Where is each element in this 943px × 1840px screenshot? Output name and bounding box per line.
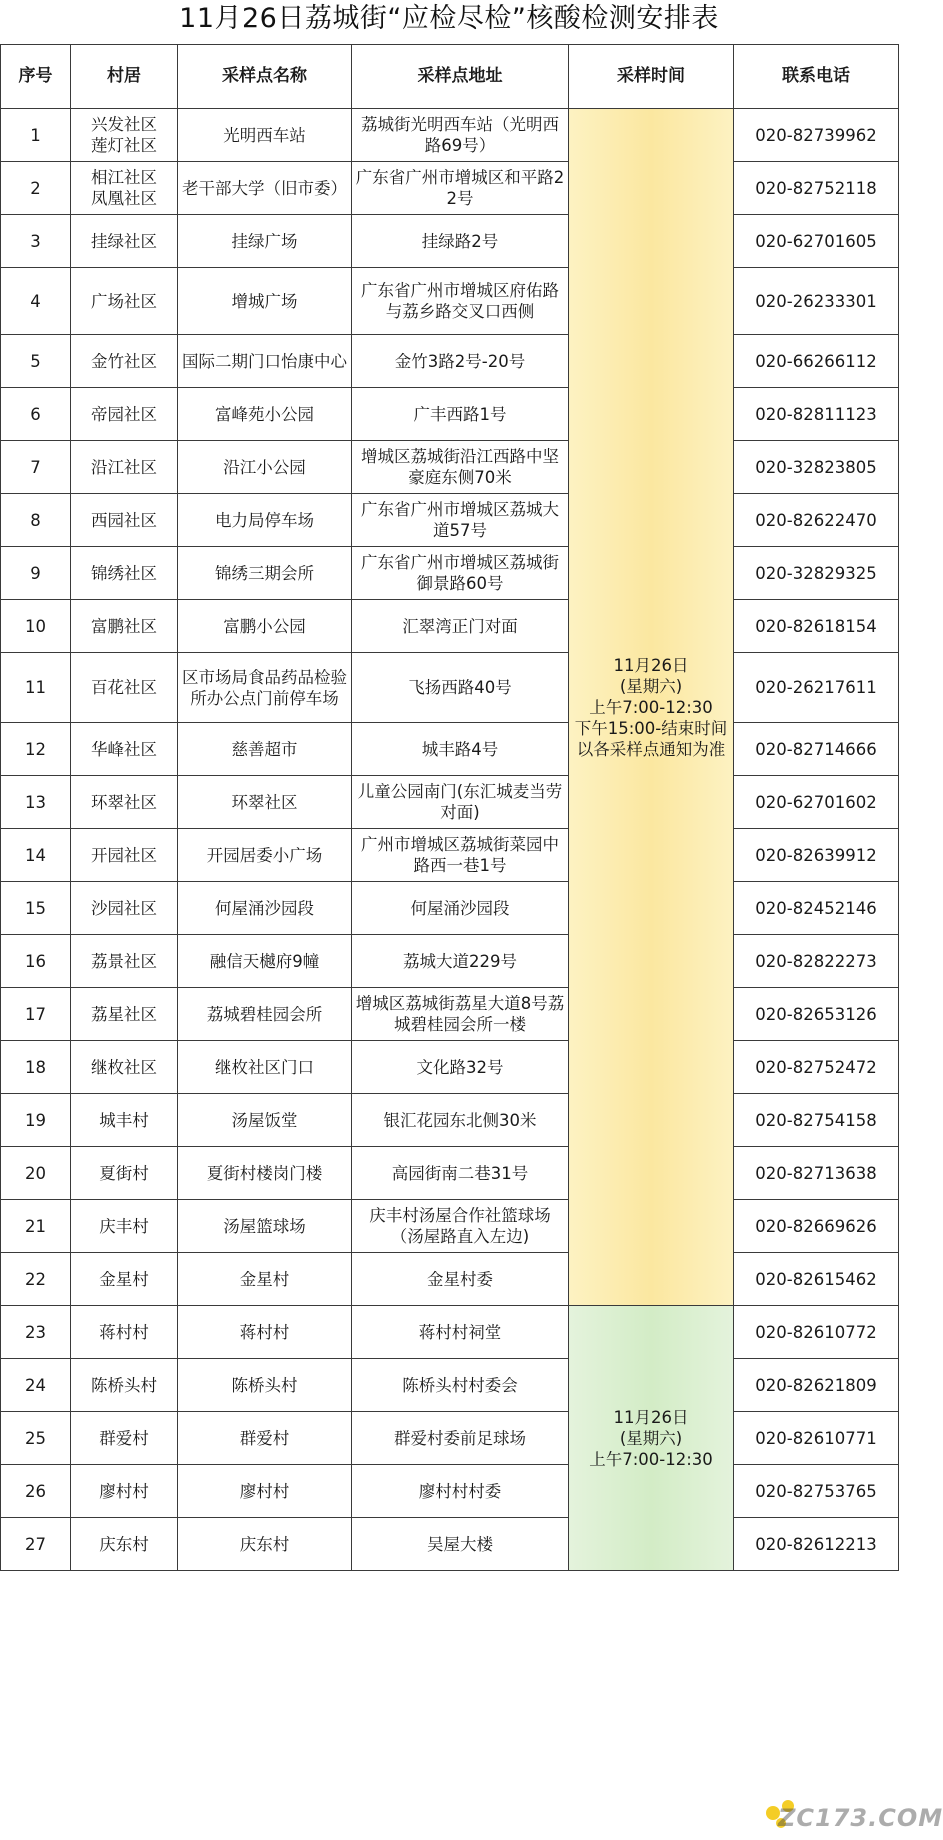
row-number: 15: [1, 882, 71, 935]
header-no: 序号: [1, 45, 71, 109]
village-cell: 帝园社区: [71, 388, 178, 441]
phone-cell: 020-62701605: [734, 215, 899, 268]
phone-cell: 020-82752472: [734, 1041, 899, 1094]
village-cell: 百花社区: [71, 653, 178, 723]
table-row: [1, 1412, 899, 1465]
site-address-cell: 高园街南二巷31号: [352, 1147, 569, 1200]
table-row: [1, 109, 899, 162]
table-body: [1, 109, 899, 1571]
site-name-cell: 增城广场: [178, 268, 352, 335]
village-cell: 开园社区: [71, 829, 178, 882]
site-address-cell: 城丰路4号: [352, 723, 569, 776]
table-row: [1, 653, 899, 723]
village-cell: 群爱村: [71, 1412, 178, 1465]
phone-cell: 020-82752118: [734, 162, 899, 215]
village-cell: 挂绿社区: [71, 215, 178, 268]
site-address-cell: 增城区荔城街沿江西路中坚豪庭东侧70米: [352, 441, 569, 494]
site-name-cell: 区市场局食品药品检验所办公点门前停车场: [178, 653, 352, 723]
table-row: [1, 882, 899, 935]
site-address-cell: 陈桥头村村委会: [352, 1359, 569, 1412]
site-name-cell: 继枚社区门口: [178, 1041, 352, 1094]
table-row: [1, 215, 899, 268]
table-row: [1, 1200, 899, 1253]
village-cell: 相江社区 凤凰社区: [71, 162, 178, 215]
row-number: 26: [1, 1465, 71, 1518]
site-address-cell: 广州市增城区荔城街菜园中路西一巷1号: [352, 829, 569, 882]
site-name-cell: 何屋涌沙园段: [178, 882, 352, 935]
header-site-address: 采样点地址: [352, 45, 569, 109]
row-number: 8: [1, 494, 71, 547]
village-cell: 陈桥头村: [71, 1359, 178, 1412]
site-address-cell: 荔城街光明西车站（光明西路69号）: [352, 109, 569, 162]
site-address-cell: 荔城大道229号: [352, 935, 569, 988]
village-cell: 廖村村: [71, 1465, 178, 1518]
village-cell: 继枚社区: [71, 1041, 178, 1094]
row-number: 16: [1, 935, 71, 988]
table-row: [1, 441, 899, 494]
site-name-cell: 荔城碧桂园会所: [178, 988, 352, 1041]
site-name-cell: 环翠社区: [178, 776, 352, 829]
phone-cell: 020-82622470: [734, 494, 899, 547]
phone-cell: 020-82610772: [734, 1306, 899, 1359]
row-number: 27: [1, 1518, 71, 1571]
phone-cell: 020-66266112: [734, 335, 899, 388]
phone-cell: 020-32829325: [734, 547, 899, 600]
village-cell: 西园社区: [71, 494, 178, 547]
site-name-cell: 沿江小公园: [178, 441, 352, 494]
site-name-cell: 国际二期门口怡康中心: [178, 335, 352, 388]
site-address-cell: 广东省广州市增城区荔城大道57号: [352, 494, 569, 547]
phone-cell: 020-82612213: [734, 1518, 899, 1571]
row-number: 5: [1, 335, 71, 388]
village-cell: 环翠社区: [71, 776, 178, 829]
sampling-time-cell: 11月26日 (星期六) 上午7:00-12:30: [569, 1306, 734, 1571]
table-row: [1, 1253, 899, 1306]
phone-cell: 020-82822273: [734, 935, 899, 988]
header-phone: 联系电话: [734, 45, 899, 109]
village-cell: 荔景社区: [71, 935, 178, 988]
site-name-cell: 陈桥头村: [178, 1359, 352, 1412]
site-address-cell: 飞扬西路40号: [352, 653, 569, 723]
header-row: [1, 45, 899, 109]
site-address-cell: 挂绿路2号: [352, 215, 569, 268]
village-cell: 沿江社区: [71, 441, 178, 494]
site-address-cell: 金星村委: [352, 1253, 569, 1306]
row-number: 3: [1, 215, 71, 268]
phone-cell: 020-82610771: [734, 1412, 899, 1465]
site-address-cell: 蒋村村祠堂: [352, 1306, 569, 1359]
row-number: 20: [1, 1147, 71, 1200]
site-name-cell: 廖村村: [178, 1465, 352, 1518]
site-address-cell: 庆丰村汤屋合作社篮球场（汤屋路直入左边): [352, 1200, 569, 1253]
village-cell: 广场社区: [71, 268, 178, 335]
phone-cell: 020-82615462: [734, 1253, 899, 1306]
site-name-cell: 富鹏小公园: [178, 600, 352, 653]
site-address-cell: 汇翠湾正门对面: [352, 600, 569, 653]
site-name-cell: 慈善超市: [178, 723, 352, 776]
site-name-cell: 老干部大学（旧市委）: [178, 162, 352, 215]
phone-cell: 020-82653126: [734, 988, 899, 1041]
site-address-cell: 儿童公园南门(东汇城麦当劳对面): [352, 776, 569, 829]
village-cell: 沙园社区: [71, 882, 178, 935]
site-name-cell: 群爱村: [178, 1412, 352, 1465]
table-row: [1, 935, 899, 988]
phone-cell: 020-82713638: [734, 1147, 899, 1200]
phone-cell: 020-32823805: [734, 441, 899, 494]
site-name-cell: 汤屋饭堂: [178, 1094, 352, 1147]
row-number: 9: [1, 547, 71, 600]
table-row: [1, 1465, 899, 1518]
row-number: 11: [1, 653, 71, 723]
row-number: 4: [1, 268, 71, 335]
row-number: 22: [1, 1253, 71, 1306]
row-number: 13: [1, 776, 71, 829]
phone-cell: 020-82739962: [734, 109, 899, 162]
sampling-time-cell: 11月26日 (星期六) 上午7:00-12:30 下午15:00-结束时间以各采样点通知为准: [569, 109, 734, 1306]
site-address-cell: 广东省广州市增城区和平路22号: [352, 162, 569, 215]
village-cell: 兴发社区 莲灯社区: [71, 109, 178, 162]
table-row: [1, 335, 899, 388]
phone-cell: 020-82811123: [734, 388, 899, 441]
table-row: [1, 1147, 899, 1200]
site-address-cell: 广东省广州市增城区荔城街御景路60号: [352, 547, 569, 600]
village-cell: 庆丰村: [71, 1200, 178, 1253]
table-row: [1, 1518, 899, 1571]
village-cell: 蒋村村: [71, 1306, 178, 1359]
site-name-cell: 融信天樾府9幢: [178, 935, 352, 988]
table-row: [1, 268, 899, 335]
row-number: 21: [1, 1200, 71, 1253]
table-row: [1, 1094, 899, 1147]
site-name-cell: 锦绣三期会所: [178, 547, 352, 600]
row-number: 12: [1, 723, 71, 776]
site-name-cell: 光明西车站: [178, 109, 352, 162]
row-number: 14: [1, 829, 71, 882]
phone-cell: 020-62701602: [734, 776, 899, 829]
site-address-cell: 增城区荔城街荔星大道8号荔城碧桂园会所一楼: [352, 988, 569, 1041]
table-row: [1, 547, 899, 600]
phone-cell: 020-82639912: [734, 829, 899, 882]
table-row: [1, 600, 899, 653]
table-row: [1, 776, 899, 829]
row-number: 1: [1, 109, 71, 162]
site-address-cell: 廖村村村委: [352, 1465, 569, 1518]
site-name-cell: 金星村: [178, 1253, 352, 1306]
site-name-cell: 汤屋篮球场: [178, 1200, 352, 1253]
site-address-cell: 吴屋大楼: [352, 1518, 569, 1571]
village-cell: 富鹏社区: [71, 600, 178, 653]
row-number: 18: [1, 1041, 71, 1094]
phone-cell: 020-82452146: [734, 882, 899, 935]
village-cell: 锦绣社区: [71, 547, 178, 600]
phone-cell: 020-26217611: [734, 653, 899, 723]
phone-cell: 020-82714666: [734, 723, 899, 776]
site-name-cell: 开园居委小广场: [178, 829, 352, 882]
site-address-cell: 群爱村委前足球场: [352, 1412, 569, 1465]
village-cell: 荔星社区: [71, 988, 178, 1041]
site-name-cell: 挂绿广场: [178, 215, 352, 268]
table-row: [1, 829, 899, 882]
site-name-cell: 夏街村楼岗门楼: [178, 1147, 352, 1200]
site-address-cell: 文化路32号: [352, 1041, 569, 1094]
table-row: [1, 162, 899, 215]
row-number: 24: [1, 1359, 71, 1412]
phone-cell: 020-82753765: [734, 1465, 899, 1518]
row-number: 2: [1, 162, 71, 215]
site-name-cell: 庆东村: [178, 1518, 352, 1571]
row-number: 6: [1, 388, 71, 441]
schedule-table: [0, 44, 899, 1571]
header-village: 村居: [71, 45, 178, 109]
table-row: [1, 494, 899, 547]
table-row: [1, 988, 899, 1041]
row-number: 17: [1, 988, 71, 1041]
village-cell: 金星村: [71, 1253, 178, 1306]
table-row: [1, 723, 899, 776]
table-row: [1, 1306, 899, 1359]
village-cell: 庆东村: [71, 1518, 178, 1571]
table-row: [1, 1041, 899, 1094]
header-site-name: 采样点名称: [178, 45, 352, 109]
row-number: 19: [1, 1094, 71, 1147]
header-sampling-time: 采样时间: [569, 45, 734, 109]
site-address-cell: 广东省广州市增城区府佑路与荔乡路交叉口西侧: [352, 268, 569, 335]
site-address-cell: 广丰西路1号: [352, 388, 569, 441]
row-number: 10: [1, 600, 71, 653]
site-name-cell: 蒋村村: [178, 1306, 352, 1359]
village-cell: 城丰村: [71, 1094, 178, 1147]
site-address-cell: 何屋涌沙园段: [352, 882, 569, 935]
table-row: [1, 388, 899, 441]
phone-cell: 020-82754158: [734, 1094, 899, 1147]
phone-cell: 020-26233301: [734, 268, 899, 335]
site-address-cell: 金竹3路2号-20号: [352, 335, 569, 388]
village-cell: 华峰社区: [71, 723, 178, 776]
village-cell: 金竹社区: [71, 335, 178, 388]
watermark-text: ZC173.COM: [778, 1804, 943, 1832]
row-number: 25: [1, 1412, 71, 1465]
phone-cell: 020-82621809: [734, 1359, 899, 1412]
site-name-cell: 电力局停车场: [178, 494, 352, 547]
watermark-logo: [758, 1800, 943, 1836]
village-cell: 夏街村: [71, 1147, 178, 1200]
table-row: [1, 1359, 899, 1412]
row-number: 23: [1, 1306, 71, 1359]
site-name-cell: 富峰苑小公园: [178, 388, 352, 441]
phone-cell: 020-82669626: [734, 1200, 899, 1253]
row-number: 7: [1, 441, 71, 494]
page-title: 11月26日荔城街“应检尽检”核酸检测安排表: [179, 3, 719, 34]
site-address-cell: 银汇花园东北侧30米: [352, 1094, 569, 1147]
phone-cell: 020-82618154: [734, 600, 899, 653]
